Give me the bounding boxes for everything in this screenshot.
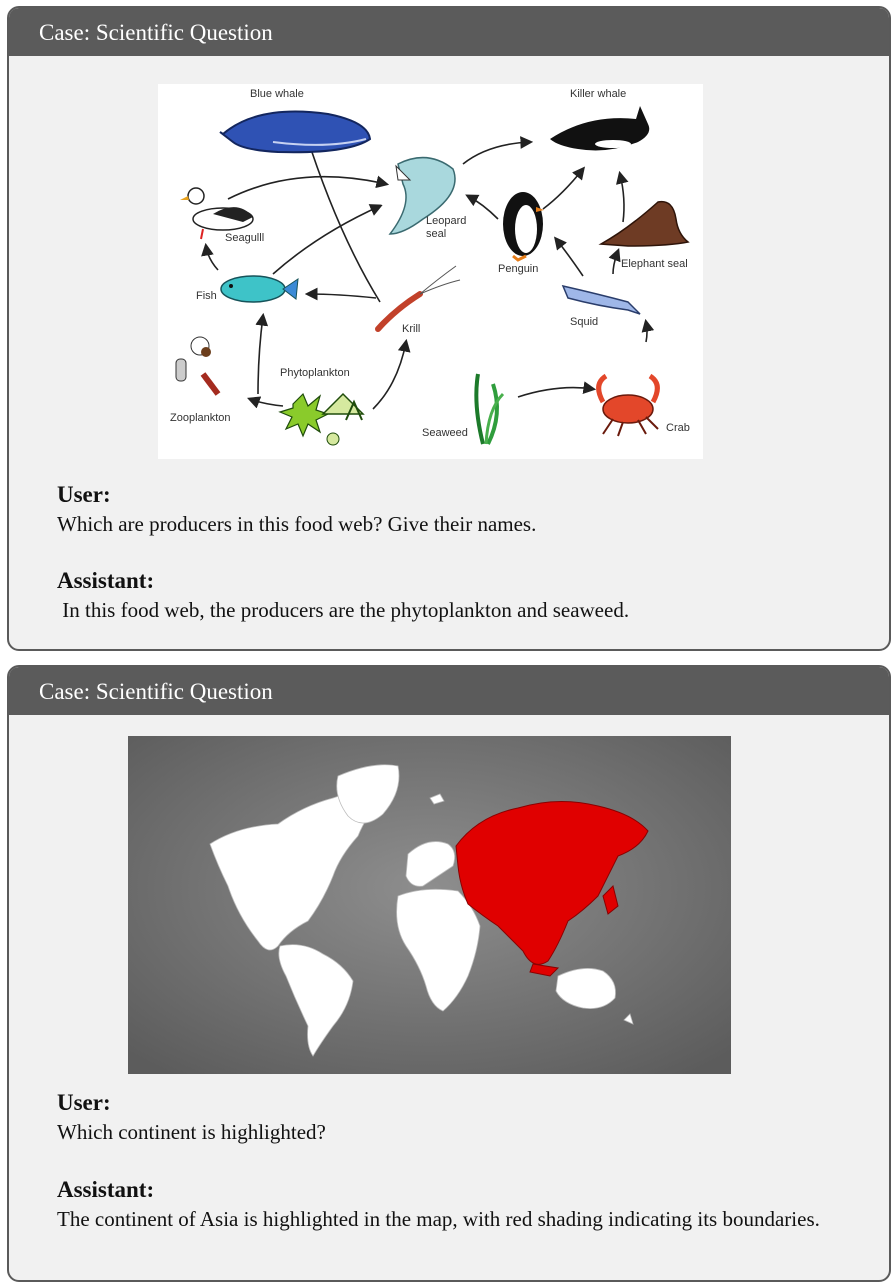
assistant-block: [57, 1175, 843, 1233]
label-penguin: Penguin: [498, 263, 539, 275]
assistant-role: Assistant:: [57, 568, 155, 593]
phytoplankton-icon: [280, 394, 363, 445]
user-question: Which are producers in this food web? Give their names.: [57, 512, 537, 536]
killer-whale-icon: [550, 106, 649, 150]
case-card-world-map: [7, 665, 891, 1282]
label-krill: Krill: [402, 323, 421, 335]
card-header: Case: Scientific Question: [9, 8, 889, 56]
user-role: User:: [57, 482, 111, 507]
fish-icon: [221, 276, 298, 302]
user-role: User:: [57, 1090, 111, 1115]
penguin-icon: [503, 192, 544, 260]
label-blue-whale: Blue whale: [250, 88, 304, 100]
user-block: [57, 1088, 843, 1146]
label-seaweed: Seaweed: [422, 427, 468, 439]
crab-icon: [599, 376, 658, 436]
label-fish: Fish: [196, 290, 217, 302]
label-elephant-seal: Elephant seal: [621, 258, 688, 270]
label-killer-whale: Killer whale: [570, 88, 627, 100]
seaweed-icon: [476, 374, 503, 444]
label-seagull: Seagulll: [225, 232, 265, 244]
card-header: Case: Scientific Question: [9, 667, 889, 715]
food-web-diagram: [158, 84, 703, 459]
blue-whale-icon: [220, 112, 370, 153]
label-squid: Squid: [570, 316, 599, 328]
krill-icon: [378, 266, 460, 329]
label-leopard-seal-1: Leopard: [426, 215, 467, 227]
squid-icon: [563, 286, 640, 314]
assistant-block: [57, 566, 843, 624]
label-crab: Crab: [666, 422, 690, 434]
food-web-figure: [158, 84, 703, 459]
zooplankton-icon: [176, 337, 218, 394]
label-zooplankton: Zooplankton: [170, 412, 231, 424]
assistant-answer: The continent of Asia is highlighted in the map, with red shading indicating its boundaries.: [57, 1207, 820, 1231]
label-leopard-seal-2: seal: [426, 228, 447, 240]
user-block: [57, 480, 843, 538]
case-card-food-web: [7, 6, 891, 651]
world-map: [128, 736, 731, 1074]
label-phytoplankton: Phytoplankton: [280, 367, 350, 379]
elephant-seal-icon: [601, 202, 688, 246]
user-question: Which continent is highlighted?: [57, 1120, 326, 1144]
assistant-role: Assistant:: [57, 1177, 155, 1202]
world-map-figure: [128, 736, 731, 1074]
assistant-answer: In this food web, the producers are the phytoplankton and seaweed.: [57, 598, 630, 622]
